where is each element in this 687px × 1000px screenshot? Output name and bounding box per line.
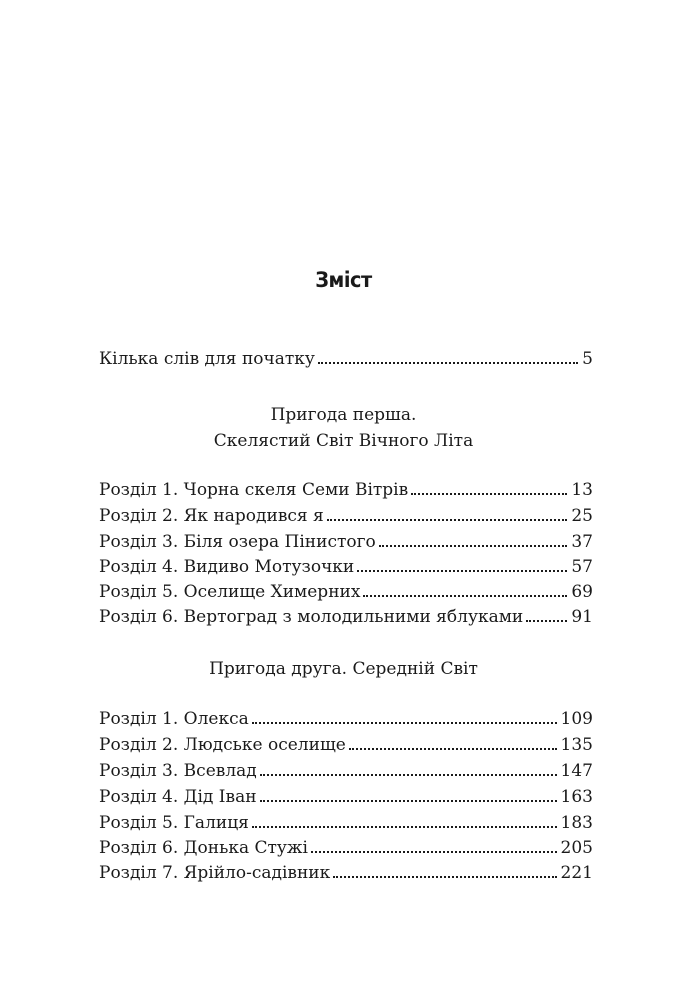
toc-entry-title: Розділ 2. Як народився я: [99, 506, 324, 526]
toc-entry: [99, 605, 593, 629]
toc-entry: [99, 733, 593, 757]
toc-entry: [99, 555, 593, 579]
part1-title-line1: Пригода перша.: [270, 405, 417, 425]
toc-entry-page: 221: [560, 863, 593, 883]
toc-entry-title: Розділ 3. Всевлад: [99, 761, 257, 781]
dot-leader: [363, 595, 567, 597]
dot-leader: [333, 876, 556, 878]
toc-entry-page: 205: [560, 838, 593, 858]
toc-entry: [99, 759, 593, 783]
toc-entry-page: 135: [560, 735, 593, 755]
dot-leader: [260, 800, 557, 802]
dot-leader: [379, 545, 568, 547]
toc-entry-page: 109: [560, 709, 593, 729]
dot-leader: [252, 826, 557, 828]
toc-entry-intro: [99, 347, 593, 371]
toc-entry: [99, 811, 593, 835]
part2-title: Пригода друга. Середній Світ: [209, 659, 478, 679]
toc-entry-page: 13: [571, 480, 593, 500]
toc-entry-page: 5: [582, 349, 593, 369]
toc-entry-title: Розділ 6. Вертоград з молодильними яблуками: [99, 607, 524, 627]
toc-entry-title: Розділ 4. Видиво Мотузочки: [99, 557, 355, 577]
toc-entry-page: 25: [571, 506, 593, 526]
toc-entry-title: Розділ 3. Біля озера Пінистого: [99, 532, 376, 552]
toc-entry-page: 163: [560, 787, 593, 807]
toc-entry-title: Розділ 4. Дід Іван: [99, 787, 257, 807]
toc-entry-title: Розділ 2. Людське оселище: [99, 735, 346, 755]
dot-leader: [349, 748, 557, 750]
toc-entry: [99, 836, 593, 860]
toc-entry: [99, 861, 593, 885]
toc-entry: [99, 580, 593, 604]
toc-entry-page: 57: [571, 557, 593, 577]
dot-leader: [260, 774, 557, 776]
toc-entry-page: 183: [560, 813, 593, 833]
toc-entry-title: Розділ 1. Чорна скеля Семи Вітрів: [99, 480, 409, 500]
toc-entry-title: Розділ 6. Донька Стужі: [99, 838, 308, 858]
toc-entry-title: Розділ 5. Оселище Химерних: [99, 582, 361, 602]
dot-leader: [252, 722, 557, 724]
toc-entry: [99, 478, 593, 502]
dot-leader: [311, 851, 557, 853]
dot-leader: [318, 362, 578, 364]
toc-entry-title: Кілька слів для початку: [99, 349, 315, 369]
toc-entry-title: Розділ 7. Ярійло-садівник: [99, 863, 331, 883]
dot-leader: [526, 620, 567, 622]
toc-entry: [99, 504, 593, 528]
toc-entry: [99, 707, 593, 731]
toc-entry-page: 37: [571, 532, 593, 552]
toc-entry-title: Розділ 5. Галиця: [99, 813, 249, 833]
dot-leader: [411, 493, 567, 495]
dot-leader: [327, 519, 568, 521]
dot-leader: [357, 570, 567, 572]
toc-entry: [99, 530, 593, 554]
toc-entry-page: 69: [571, 582, 593, 602]
toc-entry-title: Розділ 1. Олекса: [99, 709, 249, 729]
toc-entry: [99, 785, 593, 809]
toc-entry-page: 91: [571, 607, 593, 627]
toc-entry-page: 147: [560, 761, 593, 781]
part1-title-line2: Скелястий Світ Вічного Літа: [213, 431, 474, 451]
toc-heading: Зміст: [315, 268, 372, 292]
